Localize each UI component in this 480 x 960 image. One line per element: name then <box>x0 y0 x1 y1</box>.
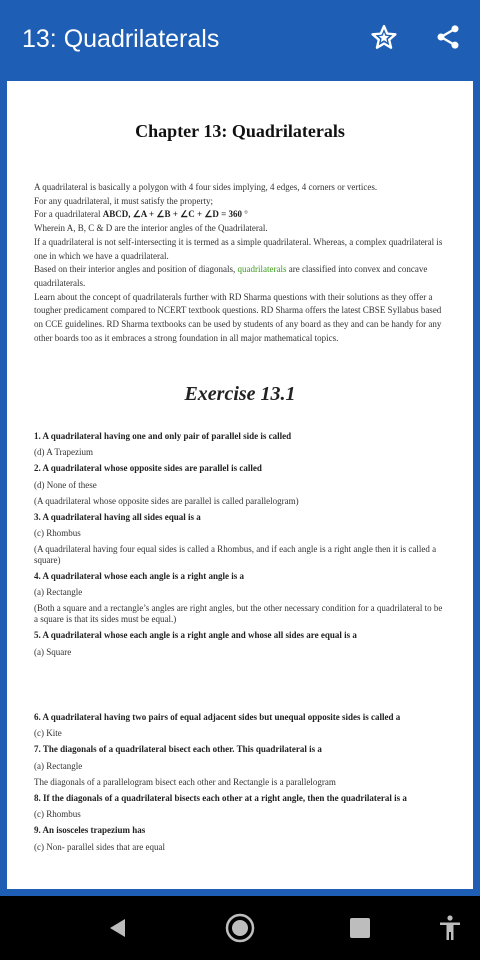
intro-paragraph: Learn about the concept of quadrilaterals further with RD Sharma questions with their solutions as they offer a tougher predicament compared to NCERT textbook questions. RD Sharma offers the latest CBSE Syllabus based on CCE guidelines. RD Sharma textbooks can be used by students of any board as they and can be handy for any other boards too as it embraces a strong foundation in all major mathematical topics. <box>34 291 442 343</box>
quadrilaterals-link[interactable]: quadrilaterals <box>237 264 287 275</box>
recents-square-icon <box>349 917 371 939</box>
exercise-title: Exercise 13.1 <box>184 383 296 405</box>
accessibility-button[interactable] <box>430 908 470 948</box>
question: 4. A quadrilateral whose each angle is a right angle is a <box>34 571 245 581</box>
question: 9. An isosceles trapezium has <box>34 825 146 835</box>
answer-explanation: (A quadrilateral whose opposite sides are parallel is called parallelogram) <box>34 496 299 506</box>
accessibility-icon <box>439 915 461 941</box>
chapter-title: Chapter 13: Quadrilaterals <box>135 121 345 141</box>
star-outline-icon <box>370 23 398 51</box>
answer-explanation: (Both a square and a rectangle’s angles are right angles, but the other necessary condition for a quadrilateral to be a square is that its sides must be equal.) <box>34 603 443 624</box>
app-bar <box>0 0 480 78</box>
intro-paragraph: If a quadrilateral is not self-intersecting it is termed as a simple quadrilateral. Whereas, a complex quadrilateral is one in which we have a quadrilateral. <box>34 236 443 261</box>
angle-sum-formula: For a quadrilateral ABCD, ∠A + ∠B + ∠C + ∠D = 360 ° <box>34 209 248 220</box>
question: 1. A quadrilateral having one and only pair of parallel side is called <box>34 431 292 441</box>
question: 7. The diagonals of a quadrilateral bisect each other. This quadrilateral is a <box>34 744 322 754</box>
intro-paragraph: For any quadrilateral, it must satisfy the property; <box>34 195 213 206</box>
back-triangle-icon <box>106 916 130 940</box>
answer-explanation: The diagonals of a parallelogram bisect each other and Rectangle is a parallelogram <box>34 777 336 787</box>
share-button[interactable] <box>430 19 466 55</box>
answer: (c) Rhombus <box>34 528 81 538</box>
favorite-button[interactable] <box>366 19 402 55</box>
answer: (c) Kite <box>34 728 62 738</box>
answer: (a) Square <box>34 647 72 657</box>
answer: (d) A Trapezium <box>34 447 94 457</box>
back-button[interactable] <box>98 908 138 948</box>
answer: (c) Non- parallel sides that are equal <box>34 842 165 852</box>
intro-paragraph: A quadrilateral is basically a polygon with 4 four sides implying, 4 edges, 4 corners or vertices. <box>34 182 378 192</box>
question: 2. A quadrilateral whose opposite sides are parallel is called <box>34 463 262 473</box>
question: 5. A quadrilateral whose each angle is a right angle and whose all sides are equal is a <box>34 630 357 640</box>
answer: (d) None of these <box>34 480 97 490</box>
share-icon <box>434 23 462 51</box>
system-nav-bar <box>0 896 480 960</box>
question: 6. A quadrilateral having two pairs of equal adjacent sides but unequal opposite sides is called a <box>34 712 401 722</box>
intro-paragraph: Based on their interior angles and position of diagonals, quadrilaterals are classified into convex and concave quadrilaterals. <box>34 264 428 288</box>
intro-text <box>34 181 448 345</box>
answer-explanation: (A quadrilateral having four equal sides is called a Rhombus, and if each angle is a right angle then it is called a square) <box>34 544 437 565</box>
content-page[interactable] <box>7 81 473 889</box>
answer: (a) Rectangle <box>34 761 83 771</box>
answer: (c) Rhombus <box>34 809 81 819</box>
question: 8. If the diagonals of a quadrilateral bisects each other at a right angle, then the quadrilateral is a <box>34 793 407 803</box>
question: 3. A quadrilateral having all sides equal is a <box>34 512 201 522</box>
home-circle-icon <box>224 912 256 944</box>
answer: (a) Rectangle <box>34 587 83 597</box>
home-button[interactable] <box>220 908 260 948</box>
recents-button[interactable] <box>340 908 380 948</box>
page-title: 13: Quadrilaterals <box>22 25 220 53</box>
intro-paragraph: Wherein A, B, C & D are the interior angles of the Quadrilateral. <box>34 223 268 234</box>
